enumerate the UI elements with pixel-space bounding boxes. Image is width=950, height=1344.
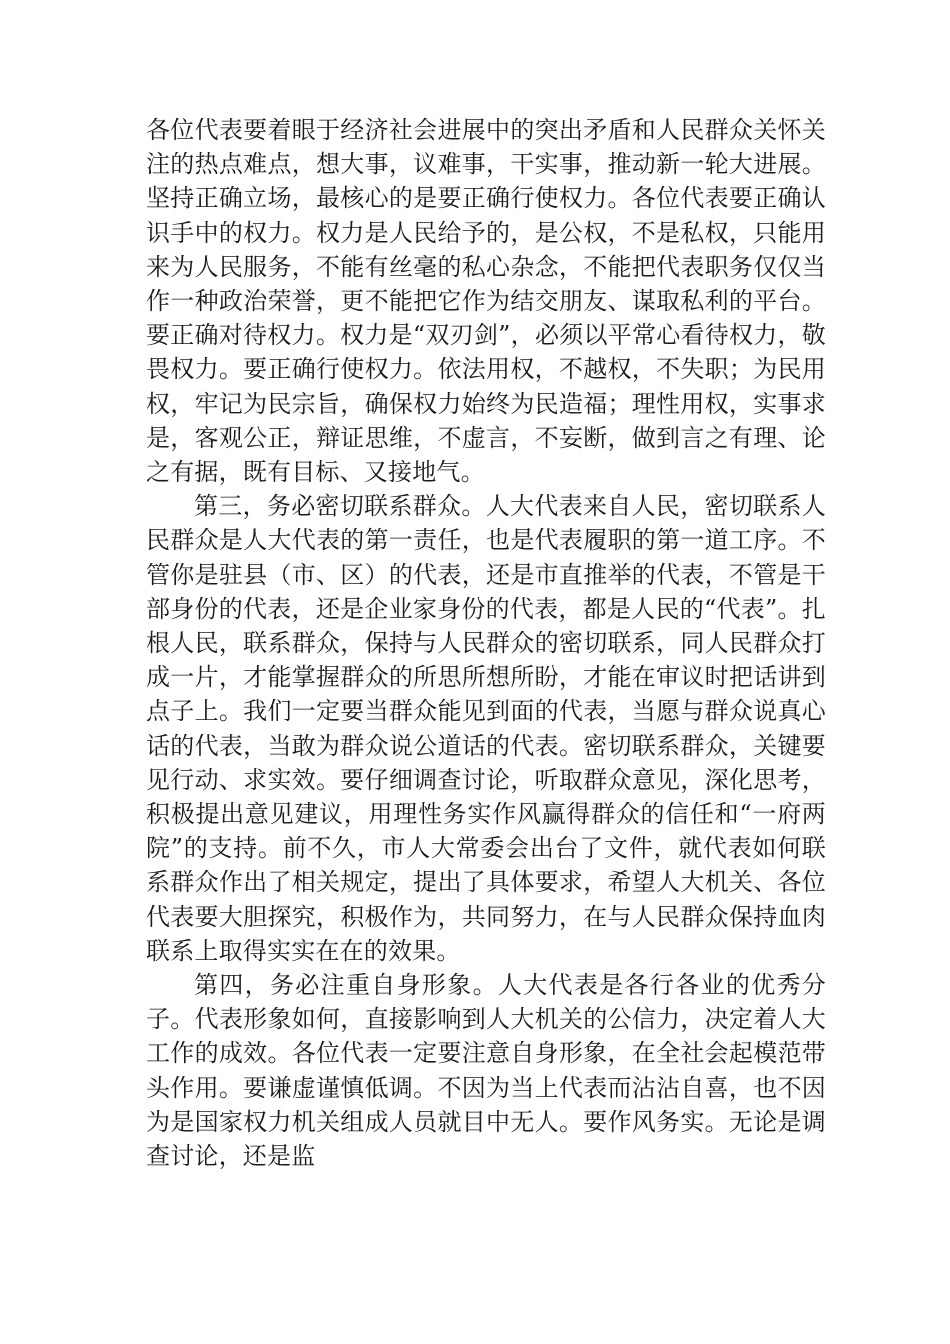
document-page [146, 113, 826, 1173]
body-paragraph-1: 各位代表要着眼于经济社会进展中的突出矛盾和人民群众关怀关注的热点难点，想大事，议难事，干实事，推动新一轮大进展。坚持正确立场，最核心的是要正确行使权力。各位代表要正确认识手中的权力。权力是人民给予的，是公权，不是私权，只能用来为人民服务，不能有丝毫的私心杂念，不能把代表职务仅仅当作一种政治荣誉，更不能把它作为结交朋友、谋取私利的平台。要正确对待权力。权力是“双刃剑”，必须以平常心看待权力，敬畏权力。要正确行使权力。依法用权，不越权，不失职；为民用权，牢记为民宗旨，确保权力始终为民造福；理性用权，实事求是，客观公正，辩证思维，不虚言，不妄断，做到言之有理、论之有据，既有目标、又接地气。 [146, 116, 826, 487]
body-paragraph-3: 第四，务必注重自身形象。人大代表是各行各业的优秀分子。代表形象如何，直接影响到人大机关的公信力，决定着人大工作的成效。各位代表一定要注意自身形象，在全社会起模范带头作用。要谦虚谨慎低调。不因为当上代表而沾沾自喜，也不因为是国家权力机关组成人员就目中无人。要作风务实。无论是调查讨论，还是监 [146, 971, 826, 1171]
body-paragraph-2: 第三，务必密切联系群众。人大代表来自人民，密切联系人民群众是人大代表的第一责任，也是代表履职的第一道工序。不管你是驻县（市、区）的代表，还是市直推举的代表，不管是干部身份的代表，还是企业家身份的代表，都是人民的“代表”。扎根人民，联系群众，保持与人民群众的密切联系，同人民群众打成一片，才能掌握群众的所思所想所盼，才能在审议时把话讲到点子上。我们一定要当群众能见到面的代表，当愿与群众说真心话的代表，当敢为群众说公道话的代表。密切联系群众，关键要见行动、求实效。要仔细调查讨论，听取群众意见，深化思考，积极提出意见建议，用理性务实作风赢得群众的信任和“一府两院”的支持。前不久，市人大常委会出台了文件，就代表如何联系群众作出了相关规定，提出了具体要求，希望人大机关、各位代表要大胆探究，积极作为，共同努力，在与人民群众保持血肉联系上取得实实在在的效果。 [146, 492, 826, 965]
